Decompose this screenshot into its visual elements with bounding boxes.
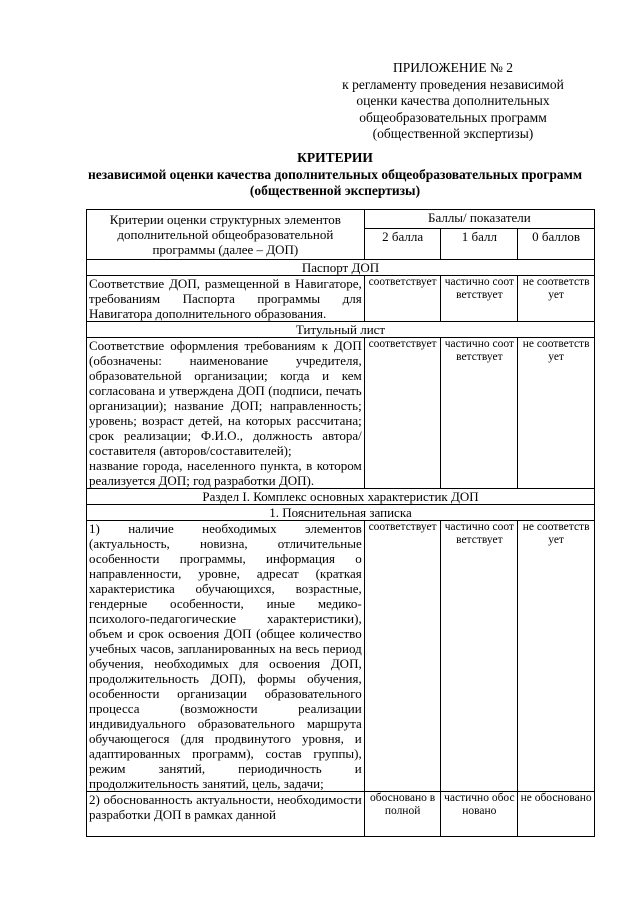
appendix-block bbox=[323, 60, 583, 143]
score-2-value: соответствует bbox=[364, 276, 441, 322]
appendix-line: (общественной экспертизы) bbox=[372, 126, 534, 141]
section-row bbox=[87, 260, 595, 276]
score-2-value: соответствует bbox=[364, 338, 441, 489]
table-row bbox=[87, 521, 595, 792]
section-passport: Паспорт ДОП bbox=[87, 260, 595, 276]
criterion-text: 1) наличие необходимых элементов (актуальность, новизна, отличительные особенности программы, информация о направленности, уровне, адресат (краткая характеристика обучающихся, возрастные, гендерные особенности, иные медико-психолого-педагогические характеристики), объем и срок освоения ДОП (общее количество учебных часов, запланированных на весь период обучения, необходимых для освоения ДОП, продолжительность ДОП), формы обучения, особенности организации образовательного процесса (возможности реализации индивидуального образовательного маршрута обучающегося (для продвинутого уровня, и адаптированных программ), состав группы), режим занятий, периодичность и продолжительность занятий, цель, задачи; bbox=[87, 521, 365, 792]
criterion-text-part: название города, населенного пункта, в котором реализуется ДОП; год разработки ДОП). bbox=[89, 458, 362, 488]
header-score-0: 0 баллов bbox=[518, 229, 595, 260]
criterion-text-part: Соответствие оформления требованиям к ДОП (обозначены: наименование учредителя, образовательной организации; когда и кем согласована и утверждена ДОП (подписи, печать организации); название ДОП; направленность; уровень; возраст детей, на которых рассчитана; срок реализации; Ф.И.О., должность автора/составителя (авторов/составителей); bbox=[89, 338, 362, 458]
header-score-1: 1 балл bbox=[441, 229, 518, 260]
section-explanatory-note: 1. Пояснительная записка bbox=[87, 505, 595, 521]
title-main: КРИТЕРИИ bbox=[297, 150, 373, 165]
criteria-table bbox=[86, 209, 595, 837]
score-0-value: не соответствует bbox=[518, 521, 595, 792]
score-1-value: частично соответствует bbox=[441, 276, 518, 322]
appendix-line: оценки качества дополнительных bbox=[356, 93, 550, 108]
document-title bbox=[85, 150, 585, 200]
score-2-value: обосновано в полной bbox=[364, 792, 441, 837]
score-0-value: не соответствует bbox=[518, 338, 595, 489]
section-row bbox=[87, 489, 595, 505]
score-2-value: соответствует bbox=[364, 521, 441, 792]
table-row bbox=[87, 792, 595, 837]
section-title-page: Титульный лист bbox=[87, 322, 595, 338]
table-row bbox=[87, 276, 595, 322]
table-header-row bbox=[87, 210, 595, 229]
header-criteria: Критерии оценки структурных элементов дополнительной общеобразовательной программы (далее – ДОП) bbox=[87, 210, 365, 260]
score-1-value: частично обосновано bbox=[441, 792, 518, 837]
score-0-value: не соответствует bbox=[518, 276, 595, 322]
title-sub: независимой оценки качества дополнительных общеобразовательных программ bbox=[87, 166, 583, 182]
section-complex: Раздел I. Комплекс основных характеристик ДОП bbox=[87, 489, 595, 505]
criterion-text: Соответствие ДОП, размещенной в Навигаторе, требованиям Паспорта программы для Навигатора дополнительного образования. bbox=[87, 276, 365, 322]
header-score-2: 2 балла bbox=[364, 229, 441, 260]
section-row bbox=[87, 505, 595, 521]
score-1-value: частично соответствует bbox=[441, 521, 518, 792]
title-sub: (общественной экспертизы) bbox=[249, 183, 421, 198]
appendix-heading: ПРИЛОЖЕНИЕ № 2 bbox=[392, 60, 514, 75]
appendix-line: к регламенту проведения независимой bbox=[342, 76, 564, 92]
header-scores: Баллы/ показатели bbox=[364, 210, 594, 229]
appendix-line: общеобразовательных программ bbox=[359, 109, 547, 125]
section-row bbox=[87, 322, 595, 338]
criterion-text: 2) обоснованность актуальности, необходимости разработки ДОП в рамках данной bbox=[87, 792, 365, 837]
score-0-value: не обосновано bbox=[518, 792, 595, 837]
score-1-value: частично соответствует bbox=[441, 338, 518, 489]
criterion-text bbox=[87, 338, 365, 489]
table-row bbox=[87, 338, 595, 489]
